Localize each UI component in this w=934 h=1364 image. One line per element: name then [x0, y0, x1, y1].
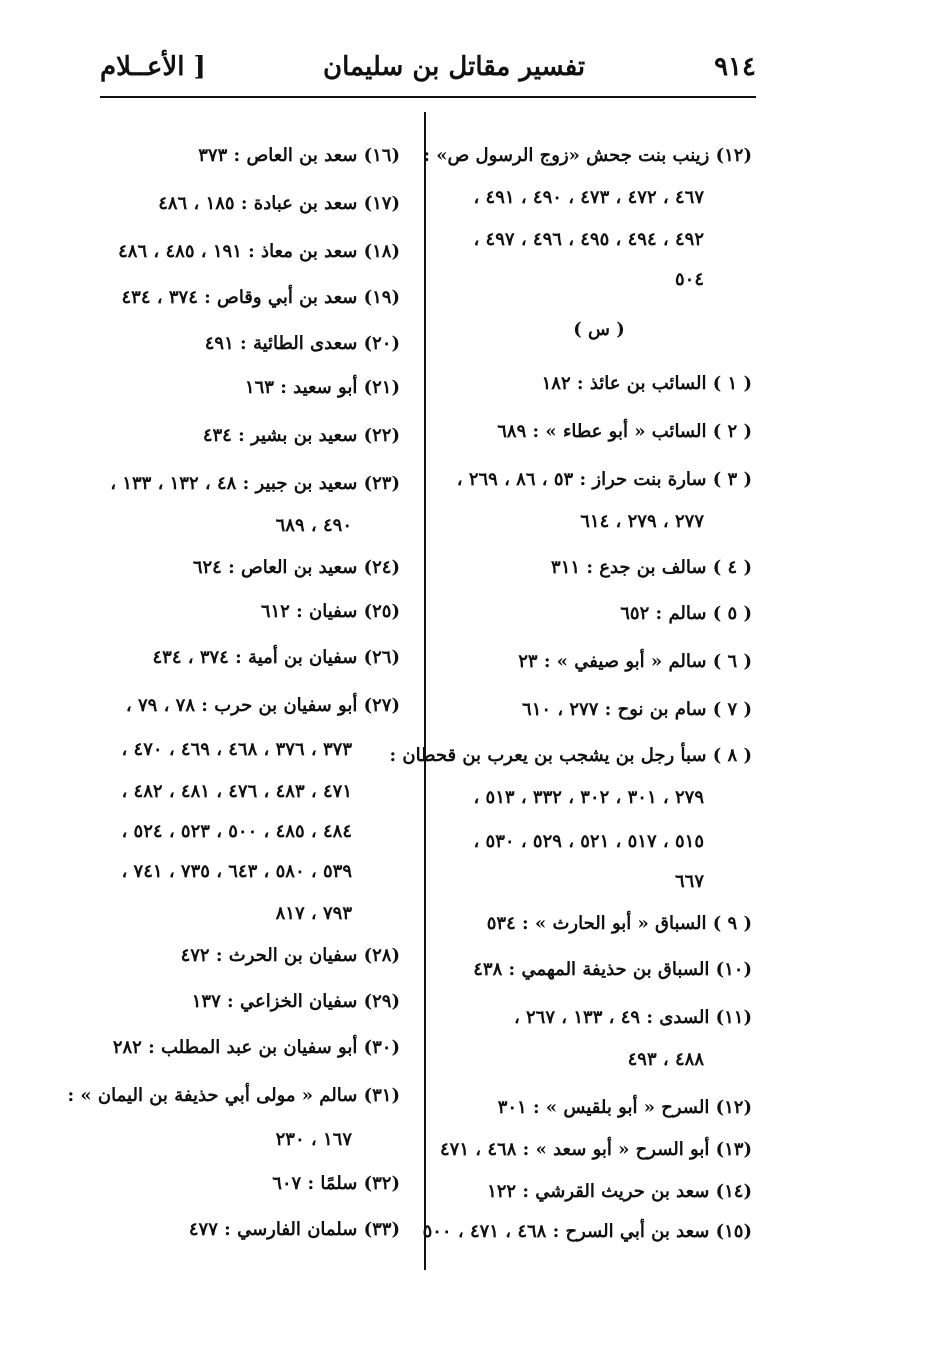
index-entry: (٢٣) سعيد بن جبير : ٤٨ ، ١٣٢ ، ١٣٣ ،: [110, 473, 400, 494]
index-entry-continuation: ٧٩٣ ، ٨١٧: [275, 903, 352, 924]
index-entry: ( ٩ ) السباق « أبو الحارث » : ٥٣٤: [486, 913, 752, 934]
index-entry: (١٢) السرح « أبو بلقيس » : ٣٠١: [497, 1097, 752, 1118]
index-entry-continuation: ٢٧٧ ، ٢٧٩ ، ٦١٤: [580, 511, 704, 532]
index-entry: (٣٢) سلمًا : ٦٠٧: [272, 1173, 400, 1194]
index-entry: (١١) السدى : ٤٩ ، ١٣٣ ، ٢٦٧ ،: [513, 1007, 752, 1028]
index-entry: (٢٨) سفيان بن الحرث : ٤٧٢: [180, 945, 400, 966]
index-entry-continuation: ٤٦٧ ، ٤٧٢ ، ٤٧٣ ، ٤٩٠ ، ٤٩١ ،: [473, 187, 704, 208]
index-entry: (١٠) السباق بن حذيفة المهمي : ٤٣٨: [473, 959, 752, 980]
index-entry: (٣٣) سلمان الفارسي : ٤٧٧: [188, 1219, 400, 1240]
index-entry: (٢٠) سعدى الطائية : ٤٩١: [204, 333, 400, 354]
index-entry: ( ٢ ) السائب « أبو عطاء » : ٦٨٩: [497, 421, 752, 442]
index-entry: (٢٦) سفيان بن أمية : ٣٧٤ ، ٤٣٤: [152, 647, 400, 668]
index-entry-continuation: ٤٨٨ ، ٤٩٣: [627, 1049, 704, 1070]
index-entry: (١٦) سعد بن العاص : ٣٧٣: [198, 145, 400, 166]
page-number: ٩١٤: [714, 52, 756, 82]
index-entry-continuation: ٣٧٣ ، ٣٧٦ ، ٤٦٨ ، ٤٦٩ ، ٤٧٠ ،: [121, 739, 352, 760]
index-entry: ( ٧ ) سام بن نوح : ٢٧٧ ، ٦١٠: [522, 699, 752, 720]
index-entry-continuation: ٤٧١ ، ٤٨٣ ، ٤٧٦ ، ٤٨١ ، ٤٨٢ ،: [121, 781, 352, 802]
index-entry-continuation: ٥٣٩ ، ٥٨٠ ، ٦٤٣ ، ٧٣٥ ، ٧٤١ ،: [121, 861, 352, 882]
index-entry: (١٤) سعد بن حريث القرشي : ١٢٢: [487, 1181, 752, 1202]
index-entry-continuation: ٦٦٧: [674, 871, 704, 892]
index-entry-continuation: ٤٩٢ ، ٤٩٤ ، ٤٩٥ ، ٤٩٦ ، ٤٩٧ ،: [473, 229, 704, 250]
index-entry: (١٣) أبو السرح « أبو سعد » : ٤٦٨ ، ٤٧١: [440, 1139, 752, 1160]
index-entry: (١٥) سعد بن أبي السرح : ٤٦٨ ، ٤٧١ ، ٥٠٠: [422, 1221, 752, 1242]
index-entry: (١٩) سعد بن أبي وقاص : ٣٧٤ ، ٤٣٤: [121, 287, 400, 308]
index-entry: (٢٢) سعيد بن بشير : ٤٣٤: [202, 425, 400, 446]
header-rule: [100, 96, 756, 98]
index-entry-continuation: ٤٨٤ ، ٤٨٥ ، ٥٠٠ ، ٥٢٣ ، ٥٢٤ ،: [121, 821, 352, 842]
index-entry-continuation: ٥٠٤: [674, 269, 704, 290]
index-entry: (١٧) سعد بن عبادة : ١٨٥ ، ٤٨٦: [158, 193, 400, 214]
index-entry-continuation: ١٦٧ ، ٢٣٠: [275, 1129, 352, 1150]
index-entry: (٢١) أبو سعيد : ١٦٣: [244, 377, 400, 398]
index-entry: (٣١) سالم « مولى أبي حذيفة بن اليمان » :: [67, 1085, 400, 1106]
index-entry: (١٨) سعد بن معاذ : ١٩١ ، ٤٨٥ ، ٤٨٦: [118, 241, 400, 262]
index-entry: ( ٥ ) سالم : ٦٥٢: [620, 603, 752, 624]
index-entry-continuation: ٥١٥ ، ٥١٧ ، ٥٢١ ، ٥٢٩ ، ٥٣٠ ،: [473, 831, 704, 852]
index-entry: ( ٦ ) سالم « أبو صيفي » : ٢٣: [518, 651, 752, 672]
section-name: [ الأعــلام: [100, 52, 206, 82]
index-entry-continuation: ٤٩٠ ، ٦٨٩: [275, 515, 352, 536]
index-entry: (٢٩) سفيان الخزاعي : ١٣٧: [191, 991, 400, 1012]
index-entry: ( ٤ ) سالف بن جدع : ٣١١: [551, 557, 752, 578]
index-entry: (٢٤) سعيد بن العاص : ٦٢٤: [192, 557, 400, 578]
index-entry: (٣٠) أبو سفيان بن عبد المطلب : ٢٨٢: [112, 1037, 400, 1058]
index-entry: ( ٣ ) سارة بنت حراز : ٥٣ ، ٨٦ ، ٢٦٩ ،: [456, 469, 752, 490]
index-entry: ( ١ ) السائب بن عائذ : ١٨٢: [541, 373, 752, 394]
index-entry: (٢٧) أبو سفيان بن حرب : ٧٨ ، ٧٩ ،: [125, 695, 400, 716]
index-entry: ( ٨ ) سبأ رجل بن يشجب بن يعرب بن قحطان :: [389, 745, 752, 766]
index-entry-continuation: ٢٧٩ ، ٣٠١ ، ٣٠٢ ، ٣٣٢ ، ٥١٣ ،: [473, 787, 704, 808]
column-divider: [424, 112, 426, 1270]
index-entry: (١٢) زينب بنت جحش «زوج الرسول ص» :: [423, 145, 752, 166]
running-title: تفسير مقاتل بن سليمان: [323, 52, 586, 82]
section-letter-heading: ( س ): [573, 319, 625, 340]
index-entry: (٢٥) سفيان : ٦١٢: [260, 601, 400, 622]
